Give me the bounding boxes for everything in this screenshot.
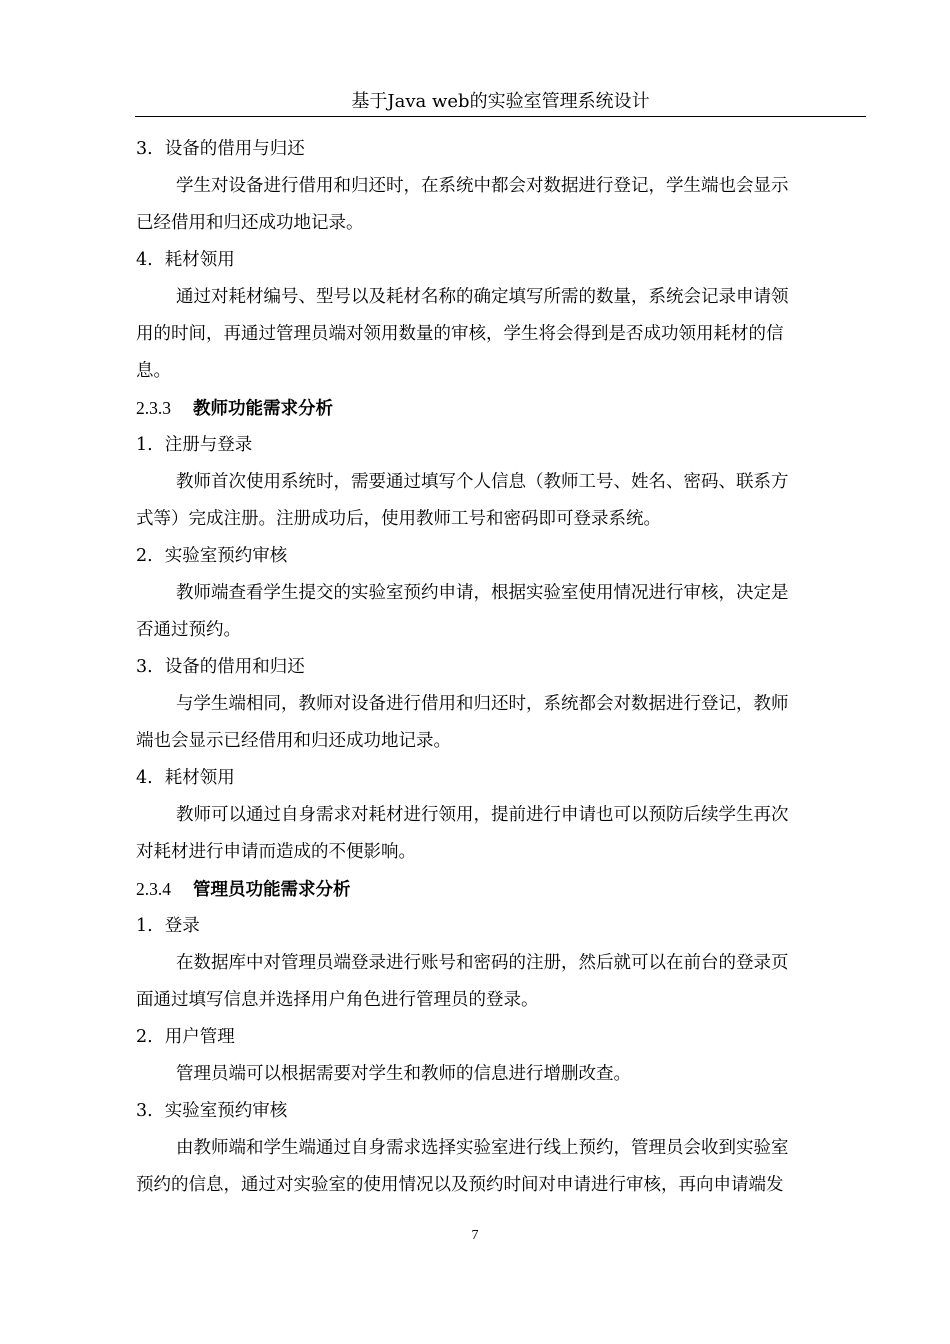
list-item: 1. 注册与登录 bbox=[136, 435, 253, 455]
document-body bbox=[136, 131, 860, 1204]
paragraph-line: 对耗材进行申请而造成的不便影响。 bbox=[136, 842, 416, 862]
list-item: 3. 实验室预约审核 bbox=[136, 1101, 288, 1121]
section-heading: 2.3.3 教师功能需求分析 bbox=[136, 398, 333, 419]
list-item: 3. 设备的借用和归还 bbox=[136, 657, 305, 677]
list-item: 2. 用户管理 bbox=[136, 1027, 235, 1047]
paragraph-line: 否通过预约。 bbox=[136, 620, 241, 640]
paragraph-line: 息。 bbox=[136, 361, 171, 381]
paragraph-line: 学生对设备进行借用和归还时，在系统中都会对数据进行登记，学生端也会显示 bbox=[176, 176, 789, 196]
list-item: 3. 设备的借用与归还 bbox=[136, 139, 305, 159]
running-header: 基于Java web的实验室管理系统设计 bbox=[135, 88, 866, 117]
paragraph-line: 在数据库中对管理员端登录进行账号和密码的注册，然后就可以在前台的登录页 bbox=[176, 953, 789, 973]
paragraph-line: 与学生端相同，教师对设备进行借用和归还时，系统都会对数据进行登记，教师 bbox=[176, 694, 789, 714]
section-heading: 2.3.4 管理员功能需求分析 bbox=[136, 879, 351, 900]
paragraph-line: 式等）完成注册。注册成功后，使用教师工号和密码即可登录系统。 bbox=[136, 509, 661, 529]
paragraph-line: 预约的信息，通过对实验室的使用情况以及预约时间对申请进行审核，再向申请端发 bbox=[136, 1175, 784, 1195]
paragraph-line: 教师首次使用系统时，需要通过填写个人信息（教师工号、姓名、密码、联系方 bbox=[176, 472, 789, 492]
paragraph-line: 端也会显示已经借用和归还成功地记录。 bbox=[136, 731, 451, 751]
paragraph-line: 管理员端可以根据需要对学生和教师的信息进行增删改查。 bbox=[176, 1064, 631, 1084]
list-item: 2. 实验室预约审核 bbox=[136, 546, 288, 566]
list-item: 1. 登录 bbox=[136, 916, 200, 936]
page-number: 7 bbox=[471, 1228, 479, 1243]
paragraph-line: 教师端查看学生提交的实验室预约申请，根据实验室使用情况进行审核，决定是 bbox=[176, 583, 789, 603]
paragraph-line: 已经借用和归还成功地记录。 bbox=[136, 213, 364, 233]
paragraph-line: 用的时间，再通过管理员端对领用数量的审核，学生将会得到是否成功领用耗材的信 bbox=[136, 324, 784, 344]
list-item: 4. 耗材领用 bbox=[136, 768, 235, 788]
list-item: 4. 耗材领用 bbox=[136, 250, 235, 270]
paragraph-line: 教师可以通过自身需求对耗材进行领用，提前进行申请也可以预防后续学生再次 bbox=[176, 805, 789, 825]
paragraph-line: 通过对耗材编号、型号以及耗材名称的确定填写所需的数量，系统会记录申请领 bbox=[176, 287, 789, 307]
paragraph-line: 由教师端和学生端通过自身需求选择实验室进行线上预约，管理员会收到实验室 bbox=[176, 1138, 789, 1158]
paragraph-line: 面通过填写信息并选择用户角色进行管理员的登录。 bbox=[136, 990, 539, 1010]
